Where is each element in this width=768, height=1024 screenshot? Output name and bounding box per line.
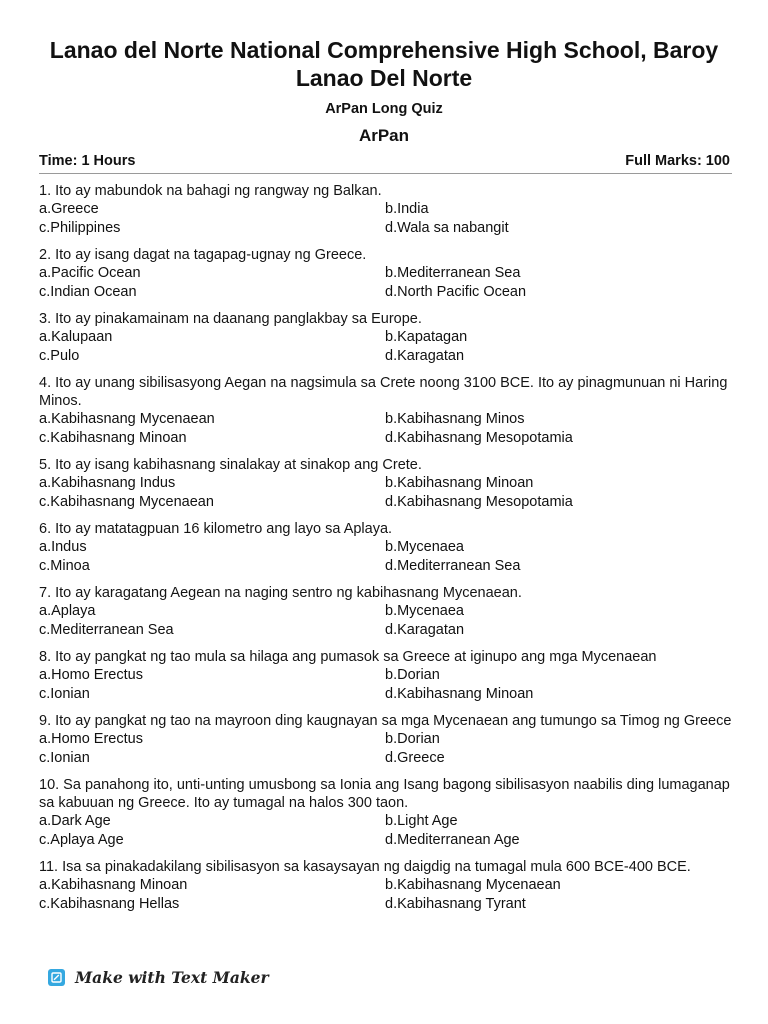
option-row — [39, 666, 734, 685]
option-row — [39, 493, 734, 512]
option-row — [39, 557, 734, 576]
option-row — [39, 730, 734, 749]
question-text: 10. Sa panahong ito, unti-unting umusbong sa Ionia ang Isang bagong sibilisasyon naabilis ding lumaganap sa kabuuan ng Greece. Ito ay tumagal na halos 300 taon. — [39, 777, 730, 811]
option-row — [39, 264, 734, 283]
option-b: b.Light Age — [385, 813, 458, 829]
footer-watermark — [48, 968, 269, 987]
option-a: a.Kabihasnang Minoan — [39, 877, 188, 893]
question-item — [39, 520, 734, 576]
question-list — [39, 182, 734, 922]
option-row — [39, 812, 734, 831]
option-c: c.Ionian — [39, 750, 90, 766]
option-a: a.Kalupaan — [39, 329, 113, 345]
question-text: 9. Ito ay pangkat ng tao na mayroon ding kaugnayan sa mga Mycenaean ang tumungo sa Timog ng Greece — [39, 713, 732, 729]
header-divider — [39, 173, 732, 174]
option-d: d.Karagatan — [385, 348, 465, 364]
option-a: a.Indus — [39, 539, 87, 555]
school-title: Lanao del Norte National Comprehensive High School, Baroy Lanao Del Norte — [49, 37, 719, 91]
question-text: 4. Ito ay unang sibilisasyong Aegan na nagsimula sa Crete noong 3100 BCE. Ito ay pinagmunuan ni Haring Minos. — [39, 375, 728, 409]
option-row — [39, 538, 734, 557]
option-row — [39, 347, 734, 366]
option-row — [39, 876, 734, 895]
option-c: c.Minoa — [39, 558, 90, 574]
option-d: d.Kabihasnang Mesopotamia — [385, 430, 573, 446]
option-c: c.Kabihasnang Hellas — [39, 896, 180, 912]
time-label: Time: 1 Hours — [39, 153, 136, 169]
question-item — [39, 182, 734, 238]
option-c: c.Kabihasnang Minoan — [39, 430, 187, 446]
option-d: d.Karagatan — [385, 622, 465, 638]
option-b: b.Dorian — [385, 731, 440, 747]
option-b: b.Dorian — [385, 667, 440, 683]
option-c: c.Kabihasnang Mycenaean — [39, 494, 214, 510]
option-c: c.Philippines — [39, 220, 121, 236]
question-item — [39, 310, 734, 366]
question-text: 11. Isa sa pinakadakilang sibilisasyon sa kasaysayan ng daigdig na tumagal mula 600 BCE-400 BCE. — [39, 859, 691, 875]
question-text: 6. Ito ay matatagpuan 16 kilometro ang layo sa Aplaya. — [39, 521, 393, 537]
option-c: c.Ionian — [39, 686, 90, 702]
option-d: d.Kabihasnang Minoan — [385, 686, 534, 702]
option-a: a.Greece — [39, 201, 99, 217]
text-maker-logo-icon — [48, 969, 65, 986]
option-row — [39, 328, 734, 347]
option-d: d.Wala sa nabangit — [385, 220, 509, 236]
quiz-meta — [39, 152, 730, 170]
option-a: a.Pacific Ocean — [39, 265, 141, 281]
option-d: d.North Pacific Ocean — [385, 284, 527, 300]
option-b: b.Kabihasnang Mycenaean — [385, 877, 561, 893]
option-row — [39, 749, 734, 768]
option-c: c.Indian Ocean — [39, 284, 137, 300]
option-c: c.Pulo — [39, 348, 80, 364]
option-a: a.Aplaya — [39, 603, 96, 619]
option-row — [39, 602, 734, 621]
question-item — [39, 246, 734, 302]
option-row — [39, 685, 734, 704]
question-item — [39, 776, 734, 850]
option-a: a.Homo Erectus — [39, 731, 143, 747]
question-item — [39, 584, 734, 640]
footer-text: Make with Text Maker — [75, 968, 269, 987]
option-b: b.India — [385, 201, 429, 217]
option-b: b.Kapatagan — [385, 329, 468, 345]
option-row — [39, 200, 734, 219]
full-marks-label: Full Marks: 100 — [625, 153, 730, 169]
question-item — [39, 456, 734, 512]
question-text: 3. Ito ay pinakamainam na daanang panglakbay sa Europe. — [39, 311, 422, 327]
quiz-title: ArPan Long Quiz — [325, 101, 443, 117]
option-a: a.Kabihasnang Indus — [39, 475, 176, 491]
question-text: 1. Ito ay mabundok na bahagi ng rangway ng Balkan. — [39, 183, 382, 199]
option-row — [39, 621, 734, 640]
option-row — [39, 895, 734, 914]
question-text: 8. Ito ay pangkat ng tao mula sa hilaga ang pumasok sa Greece at iginupo ang mga Mycenaean — [39, 649, 657, 665]
question-item — [39, 712, 734, 768]
option-b: b.Mycenaea — [385, 539, 464, 555]
option-d: d.Mediterranean Age — [385, 832, 520, 848]
option-row — [39, 410, 734, 429]
question-item — [39, 858, 734, 914]
option-row — [39, 831, 734, 850]
subject-title: ArPan — [358, 126, 410, 145]
question-text: 2. Ito ay isang dagat na tagapag-ugnay ng Greece. — [39, 247, 367, 263]
question-item — [39, 648, 734, 704]
option-row — [39, 429, 734, 448]
option-b: b.Kabihasnang Minos — [385, 411, 525, 427]
option-d: d.Greece — [385, 750, 445, 766]
option-d: d.Kabihasnang Mesopotamia — [385, 494, 573, 510]
option-a: a.Dark Age — [39, 813, 111, 829]
option-b: b.Mediterranean Sea — [385, 265, 521, 281]
option-row — [39, 219, 734, 238]
option-c: c.Aplaya Age — [39, 832, 124, 848]
option-c: c.Mediterranean Sea — [39, 622, 174, 638]
question-item — [39, 374, 734, 448]
option-b: b.Mycenaea — [385, 603, 464, 619]
question-text: 7. Ito ay karagatang Aegean na naging sentro ng kabihasnang Mycenaean. — [39, 585, 522, 601]
option-row — [39, 283, 734, 302]
option-d: d.Mediterranean Sea — [385, 558, 521, 574]
option-d: d.Kabihasnang Tyrant — [385, 896, 526, 912]
option-a: a.Homo Erectus — [39, 667, 143, 683]
option-a: a.Kabihasnang Mycenaean — [39, 411, 215, 427]
question-text: 5. Ito ay isang kabihasnang sinalakay at sinakop ang Crete. — [39, 457, 422, 473]
option-row — [39, 474, 734, 493]
option-b: b.Kabihasnang Minoan — [385, 475, 534, 491]
